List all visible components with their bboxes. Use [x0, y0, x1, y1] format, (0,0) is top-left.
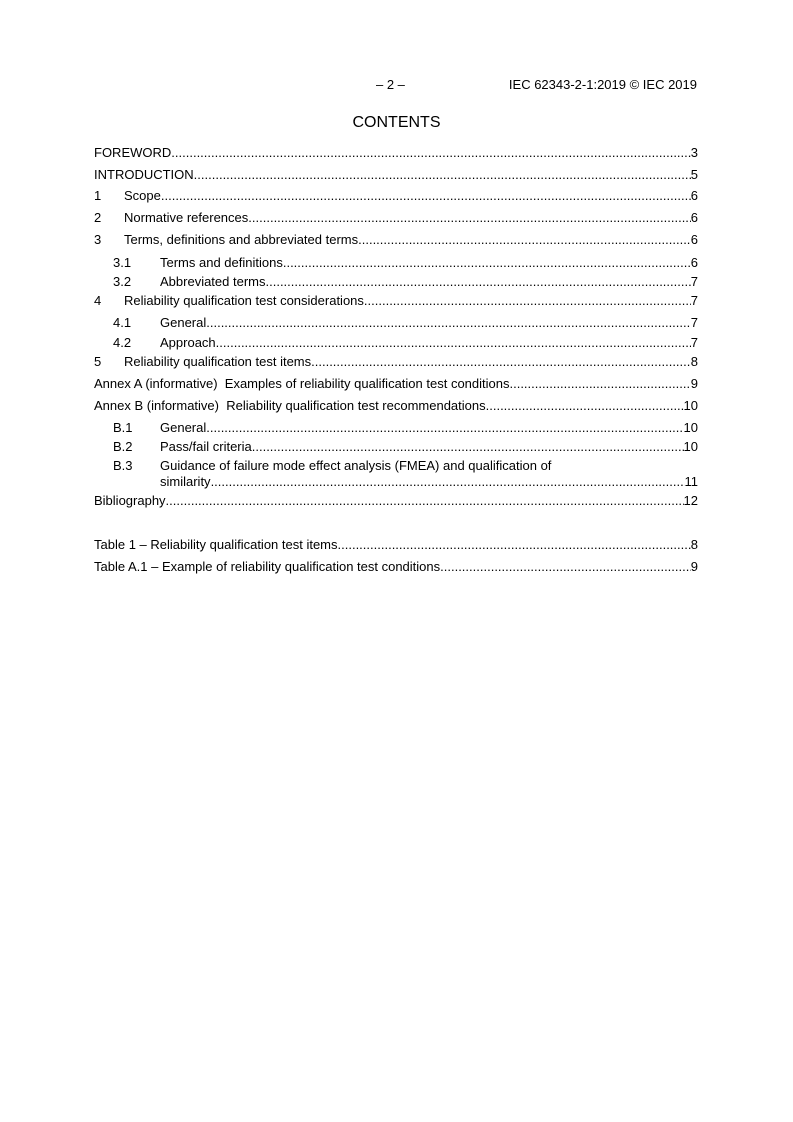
toc-entry-text: Normative references — [124, 210, 249, 225]
document-reference: IEC 62343-2-1:2019 © IEC 2019 — [508, 77, 697, 92]
toc-entry-text: Scope — [124, 188, 161, 203]
toc-entry-scope[interactable] — [94, 188, 698, 204]
dot-leader — [358, 232, 691, 248]
toc-entry-annex-a[interactable] — [94, 376, 698, 392]
toc-entry-normative-references[interactable] — [94, 210, 698, 226]
toc-entry-number: 2 — [94, 210, 102, 225]
dot-leader — [252, 439, 684, 455]
toc-entry-pass-fail-criteria[interactable] — [94, 439, 698, 455]
dot-leader — [194, 167, 691, 183]
dot-leader — [248, 210, 690, 226]
dot-leader — [216, 335, 691, 351]
toc-entry-table-1[interactable] — [94, 537, 698, 553]
toc-entry-number: B.2 — [113, 439, 133, 454]
toc-entry-page: 7 — [690, 293, 698, 308]
dot-leader — [311, 354, 691, 370]
toc-entry-page: 6 — [690, 210, 698, 225]
toc-entry-number: 3.1 — [113, 255, 132, 270]
toc-entry-test-items[interactable] — [94, 354, 698, 370]
toc-entry-text: Terms, definitions and abbreviated terms — [124, 232, 359, 247]
toc-entry-number: 4 — [94, 293, 102, 308]
toc-entry-annex-b-general[interactable] — [94, 420, 698, 436]
page-title: CONTENTS — [352, 114, 441, 131]
toc-entry-text: Annex B (informative) Reliability qualification test recommendations — [94, 398, 486, 413]
dot-leader — [161, 188, 691, 204]
toc-entry-page: 6 — [690, 232, 698, 247]
toc-entry-page: 6 — [690, 188, 698, 203]
toc-entry-test-considerations[interactable] — [94, 293, 698, 309]
toc-entry-page: 12 — [683, 493, 698, 508]
toc-entry-number: 4.2 — [113, 335, 132, 350]
toc-entry-number: 5 — [94, 354, 102, 369]
toc-entry-annex-b[interactable] — [94, 398, 698, 414]
toc-entry-text: General — [160, 315, 207, 330]
toc-entry-terms-definitions[interactable] — [94, 232, 698, 248]
toc-entry-introduction[interactable] — [94, 167, 698, 183]
toc-entry-text: Pass/fail criteria — [160, 439, 252, 454]
toc-entry-text: Table 1 – Reliability qualification test items — [94, 537, 338, 552]
toc-entry-page: 8 — [690, 354, 698, 369]
toc-entry-text: Reliability qualification test considerations — [124, 293, 364, 308]
toc-entry-text: INTRODUCTION — [94, 167, 194, 182]
toc-entry-text: Approach — [160, 335, 216, 350]
toc-entry-page: 10 — [683, 420, 698, 435]
toc-entry-number: 3.2 — [113, 274, 132, 289]
toc-entry-page: 11 — [684, 474, 698, 489]
toc-entry-page: 7 — [690, 335, 698, 350]
toc-entry-bibliography[interactable] — [94, 493, 698, 509]
dot-leader — [440, 559, 691, 575]
dot-leader — [266, 274, 691, 290]
toc-entry-page: 6 — [690, 255, 698, 270]
toc-entry-text: Reliability qualification test items — [124, 354, 312, 369]
toc-entry-number: B.1 — [113, 420, 133, 435]
toc-entry-foreword[interactable] — [94, 145, 698, 161]
dot-leader — [206, 315, 691, 331]
toc-entry-text: Annex A (informative) Examples of reliability qualification test conditions — [94, 376, 510, 391]
dot-leader — [283, 255, 691, 271]
dot-leader — [338, 537, 691, 553]
toc-entry-number: 4.1 — [113, 315, 132, 330]
dot-leader — [509, 376, 690, 392]
toc-entry-text: Table A.1 – Example of reliability qualification test conditions — [94, 559, 441, 574]
toc-entry-page: 7 — [690, 315, 698, 330]
toc-entry-terms-and-definitions[interactable] — [94, 255, 698, 271]
dot-leader — [364, 293, 691, 309]
page-number: – 2 – — [376, 77, 405, 92]
toc-entry-text: Terms and definitions — [160, 255, 283, 270]
toc-entry-text: General — [160, 420, 207, 435]
dot-leader — [486, 398, 684, 414]
toc-entry-text: Bibliography — [94, 493, 166, 508]
toc-entry-number: 3 — [94, 232, 102, 247]
dot-leader — [211, 474, 685, 490]
toc-entry-number: B.3 — [113, 458, 133, 473]
toc-entry-page: 10 — [683, 398, 698, 413]
toc-entry-page: 9 — [690, 559, 698, 574]
toc-entry-fmea-guidance[interactable] — [94, 458, 698, 490]
toc-entry-number: 1 — [94, 188, 102, 203]
toc-entry-general[interactable] — [94, 315, 698, 331]
toc-entry-page: 5 — [690, 167, 698, 182]
dot-leader — [206, 420, 683, 436]
toc-entry-page: 9 — [690, 376, 698, 391]
toc-entry-page: 8 — [690, 537, 698, 552]
toc-entry-text: FOREWORD — [94, 145, 172, 160]
toc-entry-text: Abbreviated terms — [160, 274, 266, 289]
toc-entry-page: 10 — [683, 439, 698, 454]
toc-entry-page: 3 — [690, 145, 698, 160]
toc-entry-text: Guidance of failure mode effect analysis (FMEA) and qualification of — [160, 458, 552, 473]
toc-entry-abbreviated-terms[interactable] — [94, 274, 698, 290]
toc-entry-table-a1[interactable] — [94, 559, 698, 575]
toc-entry-page: 7 — [690, 274, 698, 289]
dot-leader — [171, 145, 690, 161]
dot-leader — [166, 493, 684, 509]
toc-entry-approach[interactable] — [94, 335, 698, 351]
toc-entry-text-continued: similarity — [160, 474, 211, 489]
